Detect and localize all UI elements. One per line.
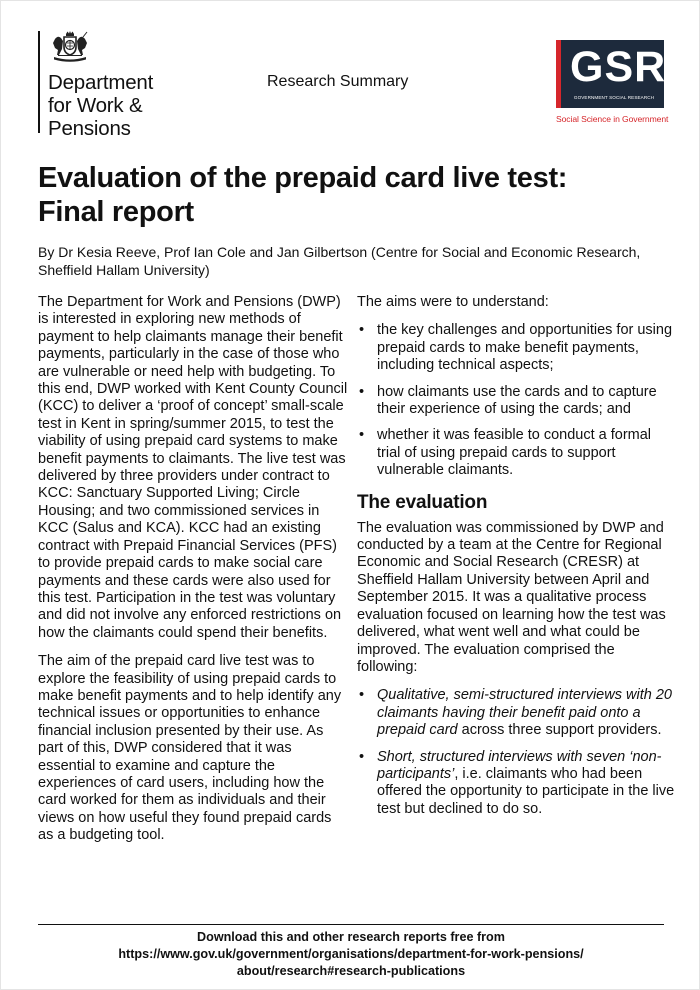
bullet-icon: • bbox=[359, 748, 365, 765]
footer-text: Download this and other research reports free from bbox=[197, 930, 505, 944]
bullet-icon: • bbox=[359, 383, 365, 400]
bullet-icon: • bbox=[359, 427, 365, 444]
list-item bbox=[357, 749, 677, 819]
dwp-logo-line: for Work & bbox=[48, 94, 143, 117]
body-paragraph: The aim of the prepaid card live test was to explore the feasibility of using prepaid cards to make benefit payments and to help identify any technical issues or opportunities to enhance financial inclusion presented by their use. As part of this, DWP considered that it was essential to examine and capture the experiences of card users, including how the card worked for them as individuals and their views on how useful they found prepaid cards as a budgeting tool. bbox=[38, 653, 342, 844]
document-type-label: Research Summary bbox=[267, 73, 409, 90]
list-item-text: the key challenges and opportunities for using prepaid cards to make benefit payments, including technical aspects; bbox=[377, 322, 673, 374]
right-column bbox=[357, 294, 677, 827]
page-title-line: Evaluation of the prepaid card live test: bbox=[38, 162, 568, 194]
aims-intro: The aims were to understand: bbox=[357, 294, 549, 310]
list-item-text: how claimants use the cards and to capture their experience of using the cards; and bbox=[377, 383, 657, 418]
list-item-emphasis: Short, structured interviews with seven ‘non-participants’ bbox=[377, 748, 662, 782]
authors: By Dr Kesia Reeve, Prof Ian Cole and Jan Gilbertson (Centre for Social and Economic Research, Sheffield Hallam University) bbox=[38, 244, 641, 278]
dwp-logo bbox=[38, 31, 198, 140]
page-title-line: Final report bbox=[38, 196, 194, 228]
royal-crest-icon bbox=[50, 31, 90, 63]
dwp-logo-line: Department bbox=[48, 71, 154, 94]
footer bbox=[38, 929, 664, 980]
list-item bbox=[357, 687, 677, 739]
aims-list bbox=[357, 322, 677, 479]
gsr-logo-letters: GSR bbox=[570, 43, 667, 91]
footer-link[interactable]: about/research#research-publications bbox=[236, 964, 466, 978]
list-item-rest: , i.e. claimants who had been offered the opportunity to participate in the live test but declined to do so. bbox=[377, 765, 675, 817]
evaluation-list bbox=[357, 687, 677, 818]
gsr-logo-subtitle: GOVERNMENT SOCIAL RESEARCH bbox=[573, 95, 655, 100]
gsr-logo bbox=[556, 40, 669, 124]
bullet-icon: • bbox=[359, 687, 365, 704]
dwp-logo-text bbox=[48, 71, 198, 140]
list-item bbox=[357, 322, 677, 374]
gsr-logo-box bbox=[556, 40, 667, 108]
page-title bbox=[38, 161, 567, 229]
list-item-text bbox=[377, 749, 674, 817]
gsr-logo-tagline: Social Science in Government bbox=[556, 114, 669, 124]
footer-divider bbox=[38, 924, 664, 925]
body-paragraph: The Department for Work and Pensions (DWP) is interested in exploring new methods of payment to help claimants manage their benefit payments, particularly in the case of those who are vulnerable or need help with budgeting. To this end, DWP worked with Kent County Council (KCC) to deliver a ‘proof of concept’ small-scale test in Kent in spring/summer 2015, to test the viability of using prepaid card systems to make benefit payments to claimants. The live test was delivered by three providers under contract to KCC: Sanctuary Supported Living; Circle Housing; and two commissioned services in KCC (Salus and KCA). KCC had an existing contract with Prepaid Financial Services (PFS) to provide prepaid cards to make social care payments and these cards were also used for this test. Participation in the test was voluntary and did not involve any enforced restrictions on how the claimants could spend their benefits. bbox=[38, 294, 348, 641]
list-item-emphasis: Qualitative, semi-structured interviews with 20 claimants having their benefit paid onto a prepaid card bbox=[377, 687, 672, 739]
list-item-text bbox=[377, 687, 672, 738]
gsr-logo-accent-bar bbox=[556, 40, 561, 108]
list-item bbox=[357, 384, 677, 419]
research-summary-page bbox=[1, 1, 700, 990]
list-item-rest: across three support providers. bbox=[457, 722, 662, 739]
body-paragraph: The evaluation was commissioned by DWP and conducted by a team at the Centre for Regional Economic and Social Research (CRESR) at Sheffield Hallam University between April and September 2015. It was a qualitative process evaluation focused on learning how the test was delivered, what went well and what could be improved. The evaluation comprised the following: bbox=[357, 519, 666, 675]
bullet-icon: • bbox=[359, 322, 365, 339]
list-item-text: whether it was feasible to conduct a formal trial of using prepaid cards to support vulnerable claimants. bbox=[377, 427, 652, 479]
section-heading: The evaluation bbox=[357, 491, 488, 513]
left-column bbox=[38, 294, 348, 856]
footer-link[interactable]: https://www.gov.uk/government/organisations/department-for-work-pensions/ bbox=[118, 947, 584, 961]
list-item bbox=[357, 427, 677, 479]
dwp-logo-line: Pensions bbox=[48, 117, 131, 140]
